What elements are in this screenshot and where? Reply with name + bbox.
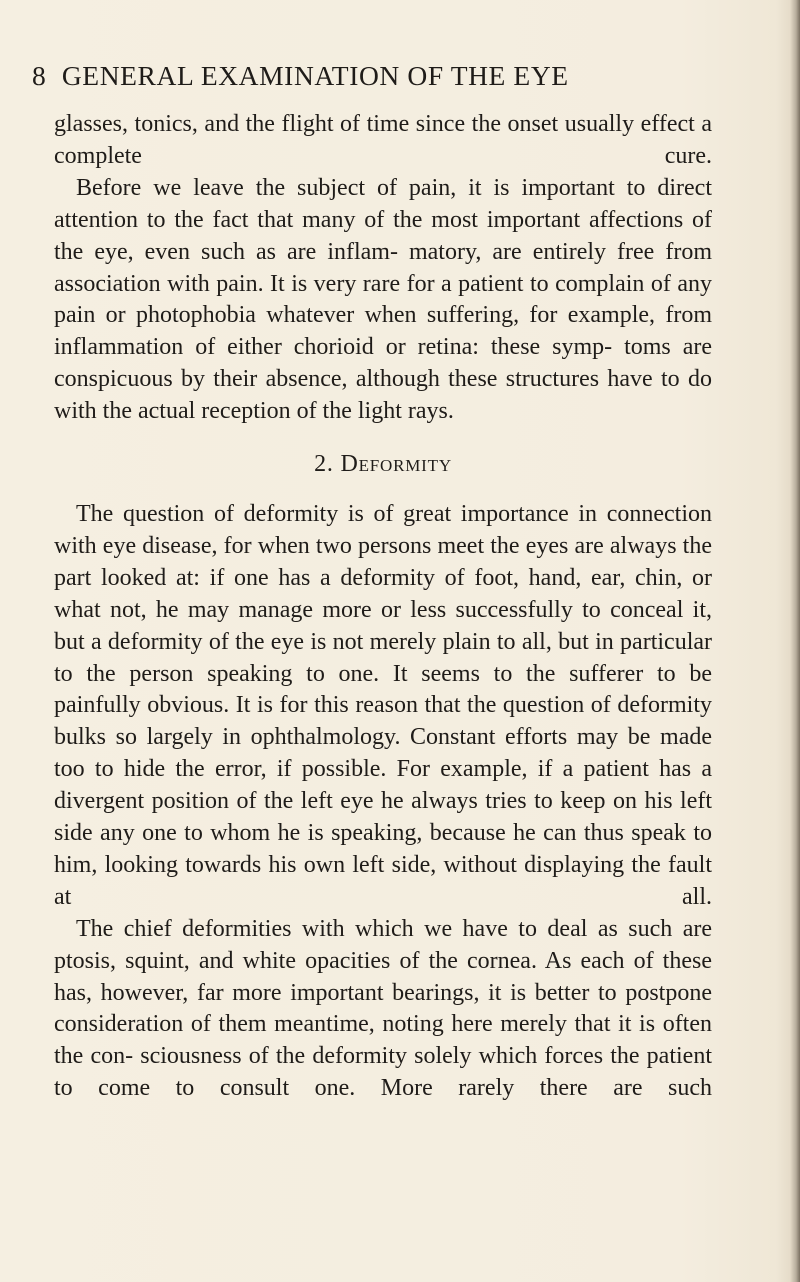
running-title: GENERAL EXAMINATION OF THE EYE [61,60,569,91]
page-number: 8 [32,60,47,91]
paragraph-continued: glasses, tonics, and the flight of time since the onset usually effect a complete cure. [54,111,712,169]
running-header [32,60,732,92]
paragraph: The question of deformity is of great importance in connection with eye disease, for when two persons meet the eyes are always the part looked at: if one has a deformity of foot, hand, ear, chin, or what not, he may manage more or less successfully to conceal it, but a deformity of the eye is not merely plain to all, but in particular to the person speaking to one. It seems to the sufferer to be painfully obvious. It is for this reason that the question of deformity bulks so largely in ophthalmology. Constant efforts may be made too to hide the error, if possible. For example, if a patient has a divergent position of the left eye he always tries to keep on his left side any one to whom he is speaking, because he can thus speak to him, looking towards his own left side, without displaying the fault at all. [54,500,712,910]
page-edge-shadow [790,0,800,1282]
paragraph: The chief deformities with which we have to deal as such are ptosis, squint, and white opacities of the cornea. As each of these has, however, far more important bearings, it is better to postpone consideration of them meantime, noting here merely that it is often the con- sciousness of the deformity solely which forces the patient to come to consult one. More rarely there are such [54,915,712,1102]
page-body [54,109,712,1105]
paragraph: Before we leave the subject of pain, it is important to direct attention to the fact that many of the most important affections of the eye, even such as are inflam- matory, are entirely free from association with pain. It is very rare for a patient to complain of any pain or photophobia whatever when suffering, for example, from inflammation of either chorioid or retina: these symp- toms are conspicuous by their absence, although these structures have to do with the actual reception of the light rays. [54,174,712,425]
section-heading: 2. Deformity [314,451,452,478]
